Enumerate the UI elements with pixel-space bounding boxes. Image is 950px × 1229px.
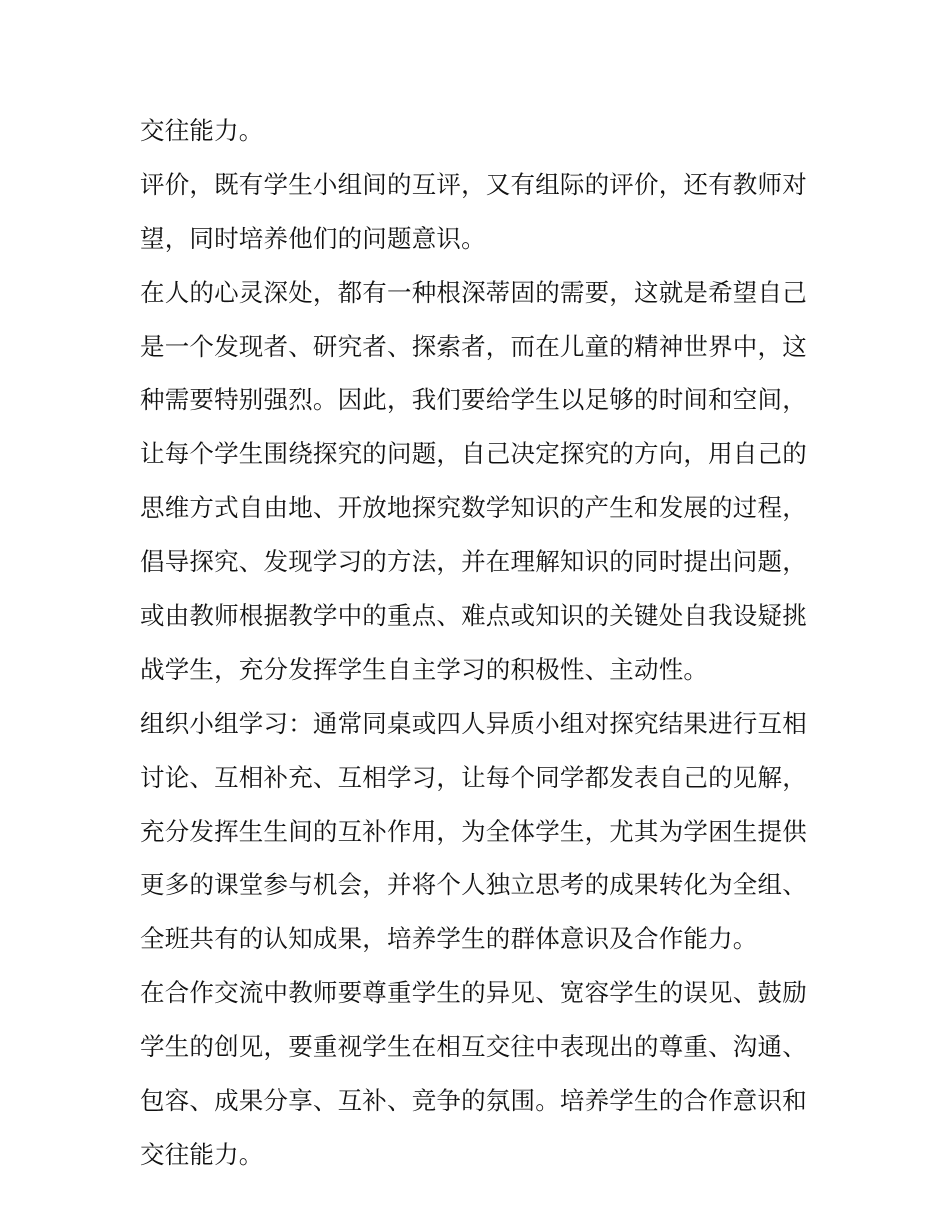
text-line: 更多的课堂参与机会，并将个人独立思考的成果转化为全组、 xyxy=(140,870,807,900)
text-line: 包容、成果分享、互补、竞争的氛围。培养学生的合作意识和 xyxy=(140,1086,807,1116)
text-line: 在合作交流中教师要尊重学生的异见、宽容学生的误见、鼓励 xyxy=(140,978,807,1008)
text-line: 交往能力。 xyxy=(140,116,264,145)
text-line: 种需要特别强烈。因此，我们要给学生以足够的时间和空间， xyxy=(140,385,807,415)
text-line: 战学生，充分发挥学生自主学习的积极性、主动性。 xyxy=(140,654,709,684)
text-line: 评价，既有学生小组间的互评，又有组际的评价，还有教师对 xyxy=(140,169,807,199)
text-line: 交往能力。 xyxy=(140,1139,264,1169)
text-line: 让每个学生围绕探究的问题，自己决定探究的方向，用自己的 xyxy=(140,439,807,469)
text-line: 或由教师根据教学中的重点、难点或知识的关键处自我设疑挑 xyxy=(140,601,807,631)
text-line: 全班共有的认知成果，培养学生的群体意识及合作能力。 xyxy=(140,924,758,954)
text-line: 望，同时培养他们的问题意识。 xyxy=(140,223,486,253)
text-line: 组织小组学习：通常同桌或四人异质小组对探究结果进行互相 xyxy=(140,708,807,738)
text-line: 是一个发现者、研究者、探索者，而在儿童的精神世界中，这 xyxy=(140,331,807,361)
text-line: 倡导探究、发现学习的方法，并在理解知识的同时提出问题， xyxy=(140,547,807,577)
document-body xyxy=(140,104,820,1182)
text-line: 思维方式自由地、开放地探究数学知识的产生和发展的过程， xyxy=(140,493,807,523)
text-line: 学生的创见，要重视学生在相互交往中表现出的尊重、沟通、 xyxy=(140,1032,807,1062)
text-line: 充分发挥生生间的互补作用，为全体学生，尤其为学困生提供 xyxy=(140,816,807,846)
text-line: 在人的心灵深处，都有一种根深蒂固的需要，这就是希望自己 xyxy=(140,277,807,307)
text-line: 讨论、互相补充、互相学习，让每个同学都发表自己的见解， xyxy=(140,762,807,792)
